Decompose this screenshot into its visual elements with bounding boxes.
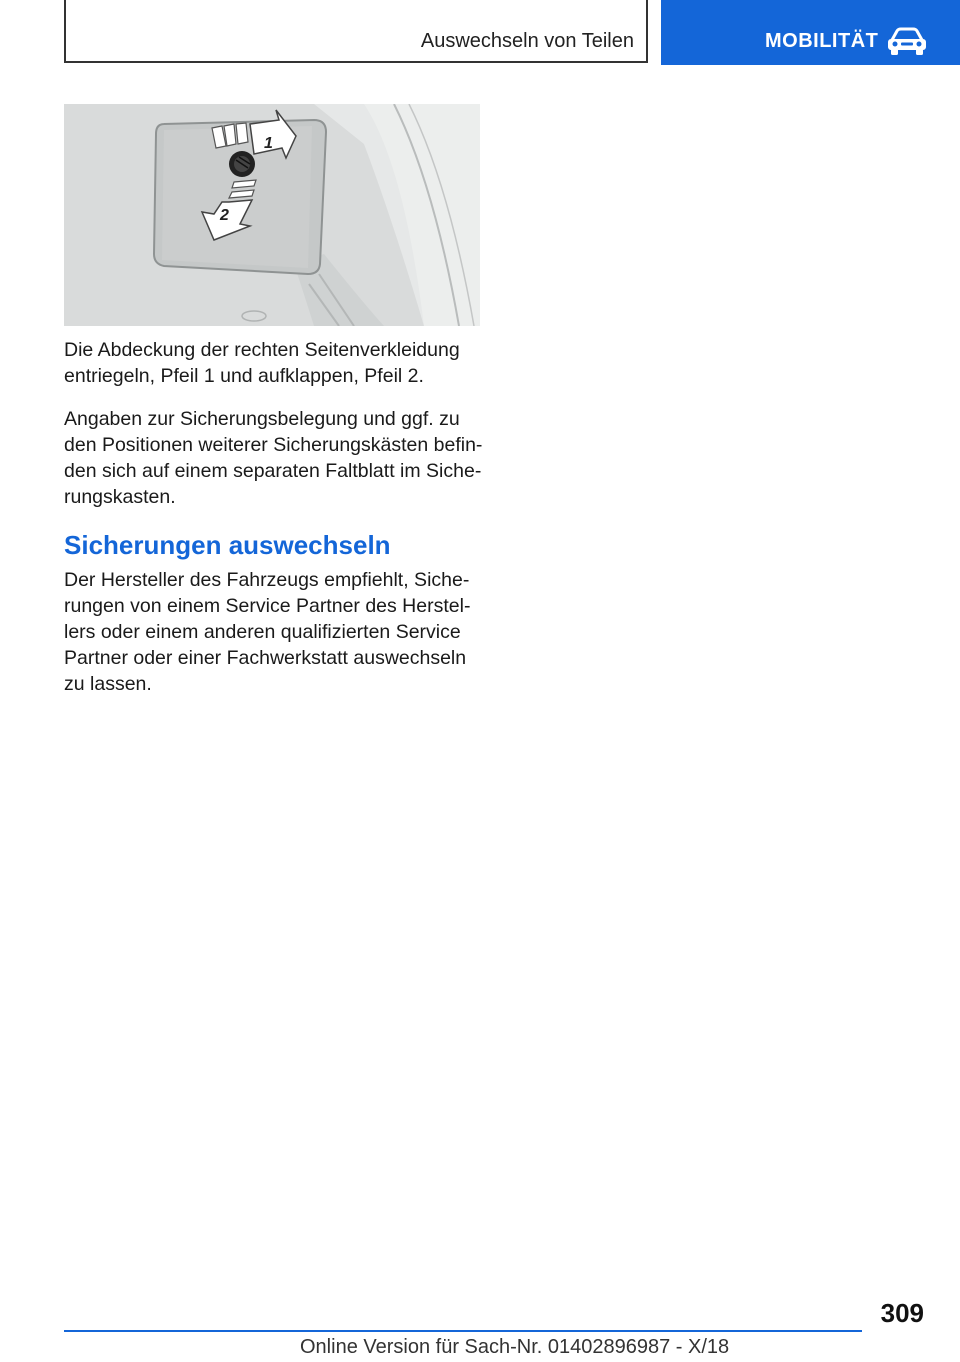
footer-divider: [64, 1330, 862, 1332]
section-heading: Sicherungen auswechseln: [64, 530, 391, 560]
header-section-box: [64, 0, 648, 63]
page-number: 309: [880, 1298, 924, 1328]
paragraph-unlock-cover: Die Abdeckung der rechten Seitenverkleidung entriegeln, Pfeil 1 und aufklappen, Pfeil 2.: [64, 339, 460, 387]
fuse-cover-illustration: [64, 104, 480, 326]
arrow-label-2: 2: [220, 207, 229, 224]
paragraph-replace-fuses: Der Hersteller des Fahrzeugs empfiehlt, Sicherungen von einem Service Partner des Herstellers oder einem anderen qualifizierten Service Partner oder einer Fachwerkstatt auswechseln zu lassen.: [64, 569, 471, 695]
section-title: Auswechseln von Teilen: [420, 30, 634, 52]
car-icon: [886, 26, 928, 56]
chapter-tab-label: MOBILITÄT: [765, 30, 879, 52]
footer-online-version: Online Version für Sach-Nr. 01402896987 - X/18: [300, 1336, 730, 1358]
arrow-label-1: 1: [264, 135, 273, 152]
chapter-tab[interactable]: [661, 0, 960, 65]
paragraph-fuse-info: Angaben zur Sicherungsbelegung und ggf. zu den Positionen weiterer Sicherungskästen befinden sich auf einem separaten Faltblatt im Sicherungskasten.: [64, 408, 483, 508]
